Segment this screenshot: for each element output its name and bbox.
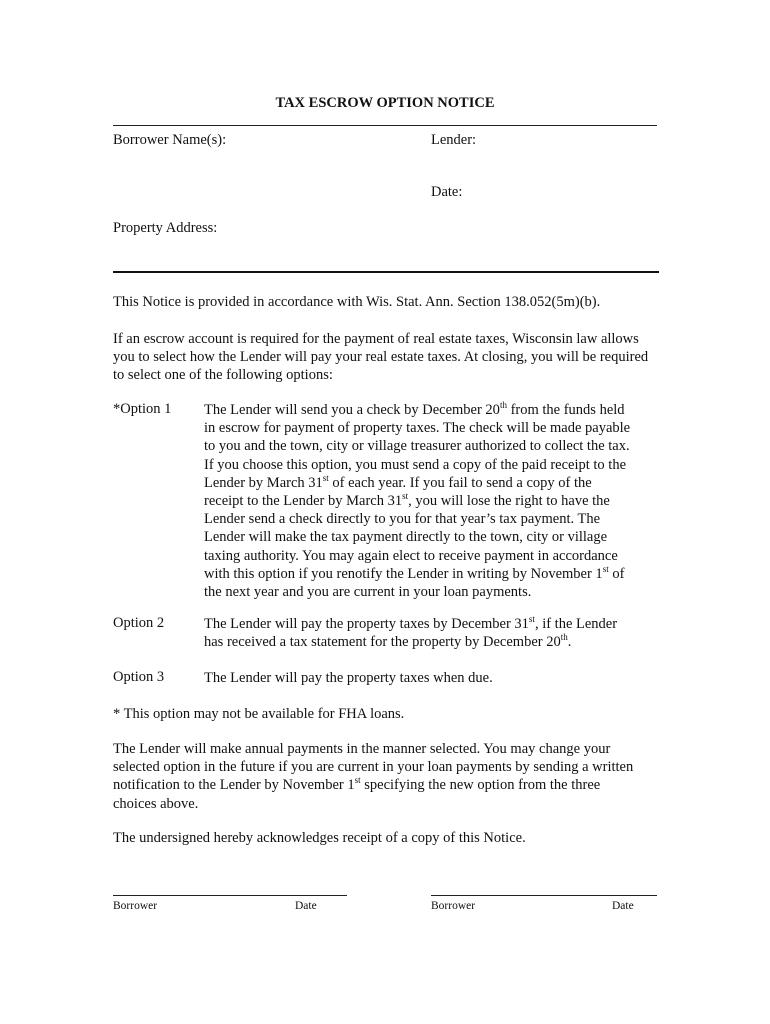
signature-line-1 xyxy=(113,895,347,896)
text-line: receipt to the Lender by March 31st, you will lose the right to have the xyxy=(204,491,610,510)
ordinal-suffix: st xyxy=(322,472,329,483)
acknowledgement: The undersigned hereby acknowledges receipt of a copy of this Notice. xyxy=(113,830,526,846)
text-line: Lender by March 31st of each year. If you fail to send a copy of the xyxy=(204,472,592,491)
text-line: The Lender will pay the property taxes when due. xyxy=(204,670,493,686)
ordinal-suffix: st xyxy=(528,614,535,624)
text-line: the next year and you are current in your loan payments. xyxy=(204,584,532,601)
ordinal-suffix: st xyxy=(402,491,409,502)
text-line: with this option if you renotify the Lender in writing by November 1st of xyxy=(204,563,625,582)
option-1-text xyxy=(204,401,664,601)
option-2-label: Option 2 xyxy=(113,615,165,631)
date-caption-1: Date xyxy=(295,900,317,912)
text-line: has received a tax statement for the property by December 20th. xyxy=(204,632,572,651)
header-divider xyxy=(113,271,659,273)
text-line: Lender will make the tax payment directly to the town, city or village xyxy=(204,529,608,546)
fha-footnote: * This option may not be available for FHA loans. xyxy=(113,706,405,722)
text-line: notification to the Lender by November 1st specifying the new option from the three xyxy=(113,775,601,794)
intro-paragraph: If an escrow account is required for the payment of real estate taxes, Wisconsin law allows you to select how the Lender will pay your real estate taxes. At closing, you will be required to select one of the following options: xyxy=(113,331,649,384)
text-line: Lender send a check directly to you for that year’s tax payment. The xyxy=(204,511,601,528)
text-line: in escrow for payment of property taxes. The check will be made payable xyxy=(204,420,631,437)
borrower-caption-2: Borrower xyxy=(431,900,476,912)
signature-line-2 xyxy=(431,895,657,896)
borrower-caption-1: Borrower xyxy=(113,900,158,912)
statute-notice: This Notice is provided in accordance with Wis. Stat. Ann. Section 138.052(5m)(b). xyxy=(113,294,601,310)
page-title: TAX ESCROW OPTION NOTICE xyxy=(275,95,495,111)
option-3-text xyxy=(204,669,664,687)
text-line: choices above. xyxy=(113,795,199,812)
closing-paragraph xyxy=(113,740,673,813)
option-1-label: *Option 1 xyxy=(113,401,172,417)
text-line: to you and the town, city or village treasurer authorized to collect the tax. xyxy=(204,438,630,455)
property-address-label: Property Address: xyxy=(113,220,218,236)
title-divider xyxy=(113,125,657,126)
ordinal-suffix: st xyxy=(602,563,609,574)
ordinal-suffix: th xyxy=(560,632,568,643)
borrower-names-label: Borrower Name(s): xyxy=(113,132,227,148)
text-line: The Lender will send you a check by December 20th from the funds held xyxy=(204,400,625,418)
text-line: selected option in the future if you are current in your loan payments by sending a written xyxy=(113,759,634,776)
text-line: If you choose this option, you must send a copy of the paid receipt to the xyxy=(204,456,627,473)
date-caption-2: Date xyxy=(612,900,634,912)
ordinal-suffix: st xyxy=(354,775,361,786)
option-3-label: Option 3 xyxy=(113,669,165,685)
text-line: The Lender will pay the property taxes by December 31st, if the Lender xyxy=(204,614,618,632)
date-label: Date: xyxy=(431,184,463,200)
ordinal-suffix: th xyxy=(499,400,507,410)
text-line: taxing authority. You may again elect to receive payment in accordance xyxy=(204,547,618,564)
text-line: The Lender will make annual payments in the manner selected. You may change your xyxy=(113,741,611,757)
option-2-text xyxy=(204,615,664,651)
lender-label: Lender: xyxy=(431,132,477,148)
